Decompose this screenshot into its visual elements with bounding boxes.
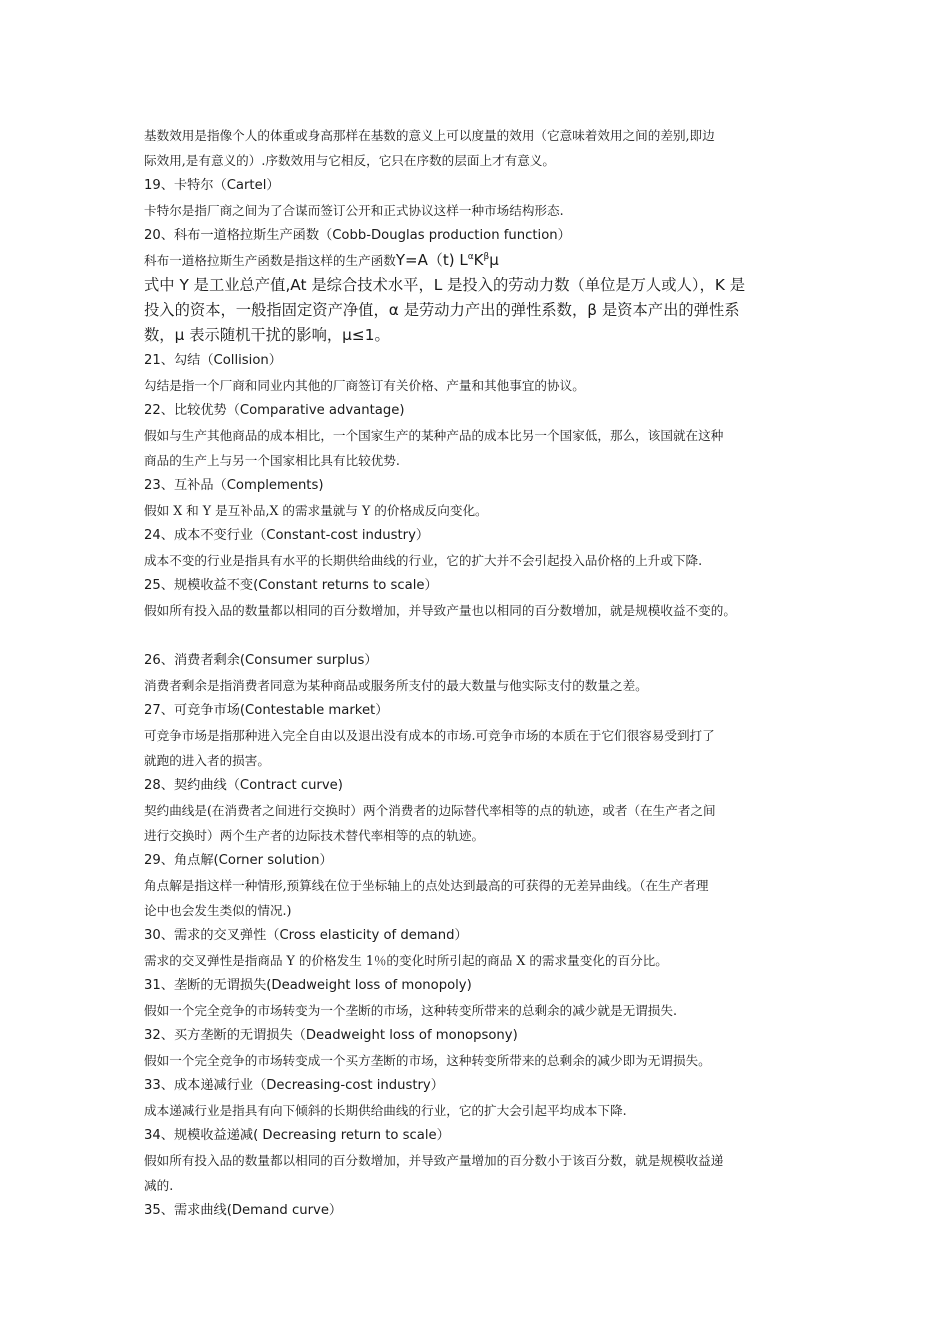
paragraph-line: 投入的资本，一般指固定资产净值，α 是劳动力产出的弹性系数，β 是资本产出的弹性系	[144, 301, 740, 319]
paragraph-line: 进行交换时）两个生产者的边际技术替代率相等的点的轨迹。	[144, 828, 485, 843]
paragraph-line: 可竞争市场是指那种进入完全自由以及退出没有成本的市场.可竞争市场的本质在于它们很容易受到打了	[144, 728, 715, 743]
paragraph-line: 商品的生产上与另一个国家相比具有比较优势.	[144, 453, 400, 468]
term-heading: 21、勾结（Collision）	[144, 353, 282, 368]
term-heading: 35、需求曲线(Demand curve）	[144, 1203, 343, 1218]
term-heading: 24、成本不变行业（Constant-cost industry）	[144, 528, 430, 543]
formula-part-f3: μ	[489, 251, 499, 269]
formula-part-f2: K	[473, 251, 484, 269]
paragraph-line: 基数效用是指像个人的体重或身高那样在基数的意义上可以度量的效用（它意味着效用之间的差别,即边	[144, 128, 715, 143]
term-heading: 33、成本递减行业（Decreasing-cost industry）	[144, 1078, 444, 1093]
paragraph-line: 就跑的进入者的损害。	[144, 753, 270, 768]
term-heading: 31、垄断的无谓损失(Deadweight loss of monopoly)	[144, 978, 472, 993]
paragraph-line: 假如 X 和 Y 是互补品,X 的需求量就与 Y 的价格成反向变化。	[144, 503, 488, 518]
formula-intro-text: 科布一道格拉斯生产函数是指这样的生产函数	[144, 253, 396, 268]
paragraph-line: 际效用,是有意义的）.序数效用与它相反，它只在序数的层面上才有意义。	[144, 153, 556, 168]
term-heading: 30、需求的交叉弹性（Cross elasticity of demand）	[144, 928, 468, 943]
formula-part-f1: Y=A（t) L	[395, 251, 468, 269]
paragraph-line: 式中 Y 是工业总产值,At 是综合技术水平，L 是投入的劳动力数（单位是万人或人），K 是	[144, 276, 746, 294]
paragraph-line: 角点解是指这样一种情形,预算线在位于坐标轴上的点处达到最高的可获得的无差异曲线。（在生产者理	[144, 878, 709, 893]
blank-line	[144, 623, 824, 648]
paragraph-line: 假如与生产其他商品的成本相比，一个国家生产的某种产品的成本比另一个国家低，那么，该国就在这种	[144, 428, 724, 443]
term-heading: 26、消费者剩余(Consumer surplus）	[144, 653, 378, 668]
cobb-douglas-formula	[396, 251, 499, 269]
term-heading: 22、比较优势（Comparative advantage)	[144, 403, 405, 418]
term-heading: 25、规模收益不变(Constant returns to scale）	[144, 578, 438, 593]
formula-part-sup2: β	[483, 252, 490, 262]
document-body	[144, 123, 824, 1223]
paragraph-line: 契约曲线是(在消费者之间进行交换时）两个消费者的边际替代率相等的点的轨迹，或者（在生产者之间	[144, 803, 716, 818]
term-heading: 27、可竞争市场(Contestable market）	[144, 703, 389, 718]
paragraph-line: 成本不变的行业是指具有水平的长期供给曲线的行业，它的扩大并不会引起投入品价格的上升或下降.	[144, 553, 703, 568]
paragraph-line: 勾结是指一个厂商和同业内其他的厂商签订有关价格、产量和其他事宜的协议。	[144, 378, 585, 393]
paragraph-line: 需求的交叉弹性是指商品 Y 的价格发生 1％的变化时所引起的商品 X 的需求量变化的百分比。	[144, 953, 668, 968]
term-heading: 19、卡特尔（Cartel）	[144, 178, 280, 193]
paragraph-line: 减的.	[144, 1178, 174, 1193]
term-heading: 32、买方垄断的无谓损失（Deadweight loss of monopsony)	[144, 1028, 518, 1043]
paragraph-line-formula	[144, 248, 824, 273]
paragraph-line: 假如一个完全竞争的市场转变为一个垄断的市场，这种转变所带来的总剩余的减少就是无谓损失.	[144, 1003, 677, 1018]
term-heading: 29、角点解(Corner solution）	[144, 853, 333, 868]
paragraph-line: 成本递减行业是指具有向下倾斜的长期供给曲线的行业，它的扩大会引起平均成本下降.	[144, 1103, 627, 1118]
paragraph-line: 论中也会发生类似的情况.)	[144, 903, 292, 918]
paragraph-line: 假如所有投入品的数量都以相同的百分数增加，并导致产量也以相同的百分数增加，就是规模收益不变的。	[144, 603, 736, 618]
paragraph-line: 消费者剩余是指消费者同意为某种商品或服务所支付的最大数量与他实际支付的数量之差。	[144, 678, 648, 693]
term-heading: 20、科布一道格拉斯生产函数（Cobb-Douglas production function）	[144, 228, 571, 243]
paragraph-line: 假如一个完全竞争的市场转变成一个买方垄断的市场，这种转变所带来的总剩余的减少即为无谓损失。	[144, 1053, 711, 1068]
paragraph-line: 卡特尔是指厂商之间为了合谋而签订公开和正式协议这样一种市场结构形态.	[144, 203, 564, 218]
formula-part-sup1: α	[467, 252, 474, 262]
term-heading: 23、互补品（Complements)	[144, 478, 324, 493]
term-heading: 34、规模收益递减( Decreasing return to scale）	[144, 1128, 450, 1143]
paragraph-line: 假如所有投入品的数量都以相同的百分数增加，并导致产量增加的百分数小于该百分数，就是规模收益递	[144, 1153, 724, 1168]
term-heading: 28、契约曲线（Contract curve)	[144, 778, 343, 793]
paragraph-line: 数，μ 表示随机干扰的影响，μ≤1。	[144, 326, 390, 344]
